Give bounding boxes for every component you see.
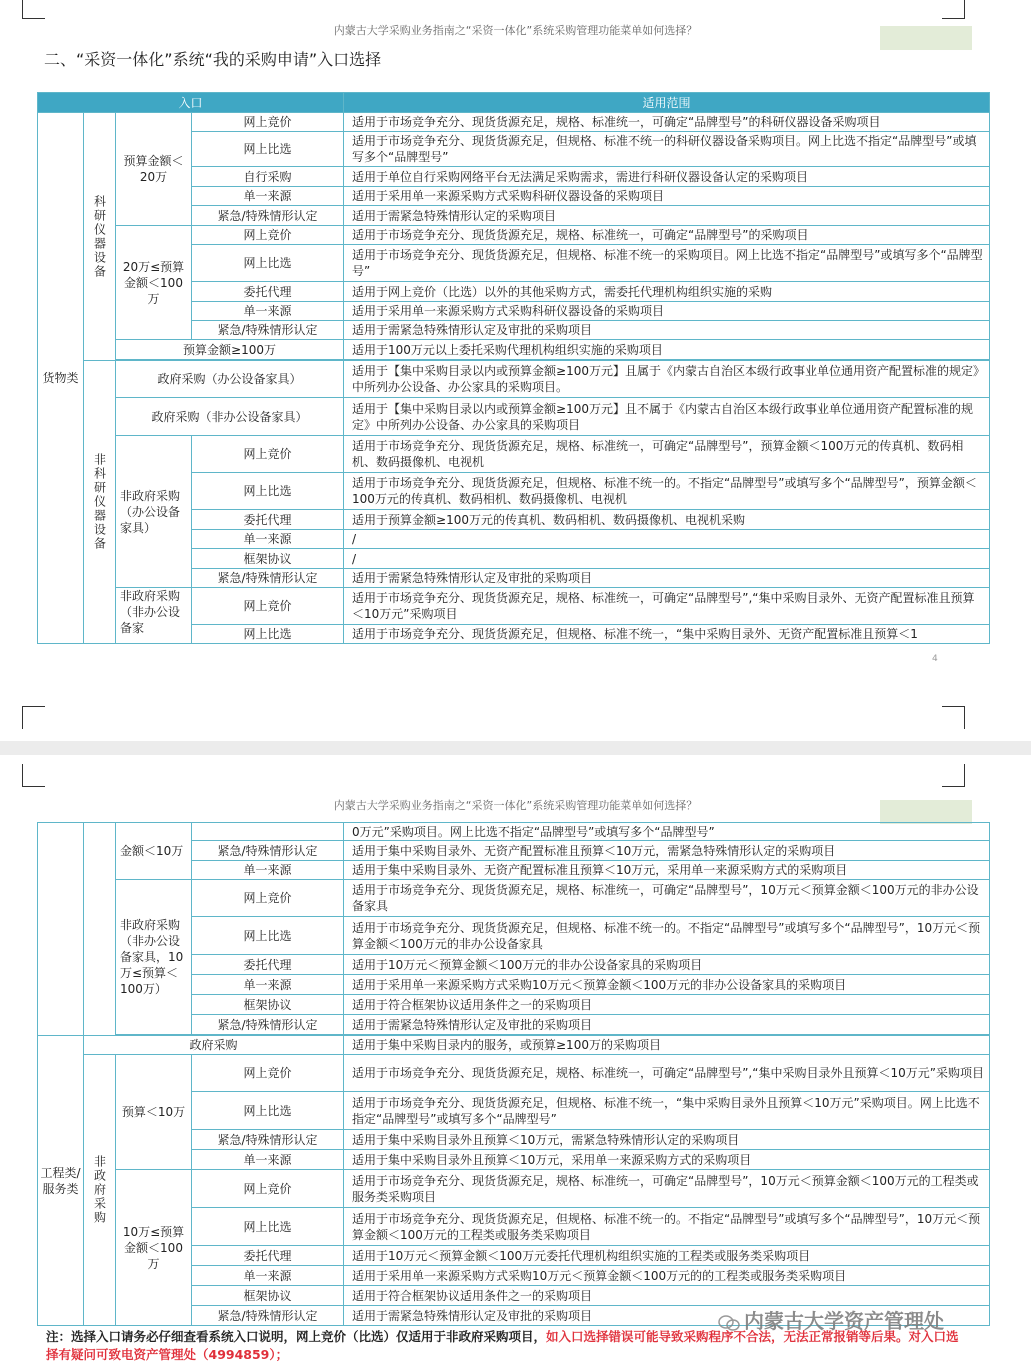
scope-text: 适用于市场竞争充分、现货货源充足，但规格、标准不统一的采购项目。网上比选不指定“品牌型号”或填写多个“品牌型号” — [344, 245, 990, 282]
crop-mark — [942, 764, 965, 787]
scope-text: 0万元”采购项目。网上比选不指定“品牌型号”或填写多个“品牌型号” — [344, 823, 990, 841]
method-single-source[interactable]: 单一来源 — [192, 1266, 344, 1286]
subcategory-scientific: 科研仪器设备 — [84, 113, 116, 361]
method-online-bidding[interactable]: 网上竞价 — [192, 1170, 344, 1208]
watermark-text: 内蒙古大学资产管理处 — [744, 1309, 944, 1333]
method-online-compare[interactable]: 网上比选 — [192, 132, 344, 167]
scope-text: 适用于10万元＜预算金额＜100万元的非办公设备家具的采购项目 — [344, 955, 990, 975]
scope-text: 适用于符合框架协议适用条件之一的采购项目 — [344, 995, 990, 1015]
scope-text: 适用于符合框架协议适用条件之一的采购项目 — [344, 1286, 990, 1306]
method-emergency[interactable]: 紧急/特殊情形认定 — [192, 1015, 344, 1035]
method-agency[interactable]: 委托代理 — [192, 282, 344, 302]
footnote-warning: 如入口选择错误可能导致采购程序不合法，无法正常报销等后果。对入口选择有疑问可致电资产管理处（4994859）； — [46, 1329, 959, 1362]
entry-table-page1 — [37, 92, 990, 644]
scope-text: 适用于采用单一来源采购方式采购10万元＜预算金额＜100万元的的工程类或服务类采购项目 — [344, 1266, 990, 1286]
method-online-bidding[interactable]: 网上竞价 — [192, 880, 344, 917]
scope-text: 适用于需紧急特殊情形认定及审批的采购项目 — [344, 321, 990, 340]
scope-text: 适用于集中采购目录外且预算＜10万元，采用单一来源采购方式的采购项目 — [344, 1150, 990, 1170]
method-single-source[interactable]: 单一来源 — [192, 861, 344, 880]
scope-text: 适用于市场竞争充分、现货货源充足，规格、标准统一，可确定“品牌型号”的采购项目 — [344, 226, 990, 245]
method-online-bidding[interactable]: 网上竞价 — [192, 588, 344, 625]
scope-text: 适用于市场竞争充分、现货货源充足，但规格、标准不统一的。不指定“品牌型号”或填写多个“品牌型号”，预算金额＜100万元的传真机、数码相机、数码摄像机、电视机 — [344, 473, 990, 510]
crop-mark — [942, 706, 965, 729]
budget-lt20: 预算金额＜20万 — [116, 113, 192, 226]
footnote — [46, 1328, 966, 1364]
method-online-compare[interactable]: 网上比选 — [192, 1208, 344, 1246]
method-single-source[interactable]: 单一来源 — [192, 302, 344, 321]
nongov-procurement: 非政府采购 — [84, 1055, 116, 1326]
crop-mark — [22, 764, 45, 787]
page-header: 内蒙古大学采购业务指南之“采资一体化”系统采购管理功能菜单如何选择？ — [333, 799, 698, 812]
method-single-source[interactable]: 单一来源 — [192, 1150, 344, 1170]
method-online-compare[interactable]: 网上比选 — [192, 1092, 344, 1130]
method-framework[interactable]: 框架协议 — [192, 549, 344, 569]
method-emergency[interactable]: 紧急/特殊情形认定 — [192, 569, 344, 588]
scope-text: / — [344, 530, 990, 549]
column-header-entry: 入口 — [38, 93, 344, 113]
scope-text: 适用于10万元＜预算金额＜100万元委托代理机构组织实施的工程类或服务类采购项目 — [344, 1246, 990, 1266]
amount-lt10: 金额＜10万 — [116, 823, 192, 880]
method-online-bidding[interactable]: 网上竞价 — [192, 436, 344, 473]
entry-table-page2 — [37, 822, 990, 1326]
scope-text: 适用于需紧急特殊情形认定及审批的采购项目 — [344, 1306, 990, 1326]
budget-lt10: 预算＜10万 — [116, 1055, 192, 1170]
scope-text: / — [344, 549, 990, 569]
method-emergency[interactable]: 紧急/特殊情形认定 — [192, 1130, 344, 1150]
method-online-compare[interactable]: 网上比选 — [192, 245, 344, 282]
category-works-services: 工程类/服务类 — [38, 1036, 84, 1326]
scope-text: 适用于市场竞争充分、现货货源充足，规格、标准统一，可确定“品牌型号”,“集中采购目录外且预算＜10万元”采购项目 — [344, 1055, 990, 1092]
scope-text: 适用于预算金额≥100万元的传真机、数码相机、数码摄像机、电视机采购 — [344, 510, 990, 530]
scope-text: 适用于集中采购目录内的服务，或预算≥100万的采购项目 — [344, 1036, 990, 1055]
category-goods-continued — [38, 823, 84, 1036]
category-goods: 货物类 — [38, 113, 84, 644]
scope-text: 适用于市场竞争充分、现货货源充足，但规格、标准不统一，“集中采购目录外、无资产配置标准且预算＜1 — [344, 625, 990, 644]
budget-gte100[interactable]: 预算金额≥100万 — [116, 340, 344, 360]
method-emergency[interactable]: 紧急/特殊情形认定 — [192, 1306, 344, 1326]
method-online-compare[interactable]: 网上比选 — [192, 917, 344, 955]
scope-text: 适用于采用单一来源采购方式采购科研仪器设备的采购项目 — [344, 187, 990, 206]
scope-text: 适用于需紧急特殊情形认定及审批的采购项目 — [344, 1015, 990, 1035]
scope-text: 适用于需紧急特殊情形认定及审批的采购项目 — [344, 569, 990, 588]
method-agency[interactable]: 委托代理 — [192, 955, 344, 975]
method-online-bidding[interactable]: 网上竞价 — [192, 1055, 344, 1092]
nongov-nonoffice-equipment: 非政府采购（非办公设备家 — [116, 588, 192, 644]
method-single-source[interactable]: 单一来源 — [192, 187, 344, 206]
scope-text: 适用于市场竞争充分、现货货源充足，但规格、标准不统一的。不指定“品牌型号”或填写多个“品牌型号”，10万元＜预算金额＜100万元的工程类或服务类采购项目 — [344, 1208, 990, 1246]
page-number: 4 — [932, 654, 938, 664]
scope-text: 适用于集中采购目录外且预算＜10万元，需紧急特殊情形认定的采购项目 — [344, 1130, 990, 1150]
scope-text: 适用于【集中采购目录以内或预算金额≥100万元】且不属于《内蒙古自治区本级行政事业单位通用资产配置标准的规定》中所列办公设备、办公家具的采购项目 — [344, 398, 990, 436]
scope-text: 适用于【集中采购目录以内或预算金额≥100万元】且属于《内蒙古自治区本级行政事业单位通用资产配置标准的规定》中所列办公设备、办公家具的采购项目。 — [344, 361, 990, 398]
gov-office-equipment[interactable]: 政府采购（办公设备家具） — [116, 361, 344, 398]
scope-text: 适用于100万元以上委托采购代理机构组织实施的采购项目 — [344, 340, 990, 360]
scope-text: 适用于市场竞争充分、现货货源充足，规格、标准统一，可确定“品牌型号”,“集中采购目录外、无资产配置标准且预算＜10万元”采购项目 — [344, 588, 990, 625]
method-self-procure[interactable]: 自行采购 — [192, 167, 344, 187]
scope-text: 适用于单位自行采购网络平台无法满足采购需求，需进行科研仪器设备认定的采购项目 — [344, 167, 990, 187]
scope-text: 适用于市场竞争充分、现货货源充足，规格、标准统一，可确定“品牌型号”的科研仪器设备采购项目 — [344, 113, 990, 132]
scope-text: 适用于市场竞争充分、现货货源充足，规格、标准统一，可确定“品牌型号”，10万元＜预算金额＜100万元的工程类或服务类采购项目 — [344, 1170, 990, 1208]
subcategory-nonscientific: 非科研仪器设备 — [84, 361, 116, 644]
scope-text: 适用于需紧急特殊情形认定的采购项目 — [344, 206, 990, 226]
scope-text: 适用于采用单一来源采购方式采购科研仪器设备的采购项目 — [344, 302, 990, 321]
nongov-nonoffice-10-100: 非政府采购（非办公设备家具，10万≤预算＜100万） — [116, 880, 192, 1035]
crop-mark — [22, 706, 45, 729]
scope-text: 适用于网上竞价（比选）以外的其他采购方式，需委托代理机构组织实施的采购 — [344, 282, 990, 302]
scope-text: 适用于市场竞争充分、现货货源充足，但规格、标准不统一的。不指定“品牌型号”或填写多个“品牌型号”，10万元＜预算金额＜100万元的非办公设备家具 — [344, 917, 990, 955]
method-continued — [192, 823, 344, 841]
crop-mark — [942, 0, 965, 19]
scope-text: 适用于集中采购目录外、无资产配置标准且预算＜10万元，需紧急特殊情形认定的采购项目 — [344, 841, 990, 861]
gov-nonoffice-equipment[interactable]: 政府采购（非办公设备家具） — [116, 398, 344, 436]
method-single-source[interactable]: 单一来源 — [192, 975, 344, 995]
page-divider — [0, 741, 1031, 755]
method-online-bidding[interactable]: 网上竞价 — [192, 113, 344, 132]
scope-text: 适用于市场竞争充分、现货货源充足，但规格、标准不统一的科研仪器设备采购项目。网上比选不指定“品牌型号”或填写多个“品牌型号” — [344, 132, 990, 167]
method-emergency[interactable]: 紧急/特殊情形认定 — [192, 841, 344, 861]
method-emergency[interactable]: 紧急/特殊情形认定 — [192, 321, 344, 340]
scope-text: 适用于集中采购目录外、无资产配置标准且预算＜10万元，采用单一来源采购方式的采购项目 — [344, 861, 990, 880]
method-framework[interactable]: 框架协议 — [192, 1286, 344, 1306]
method-single-source[interactable]: 单一来源 — [192, 530, 344, 549]
scope-text: 适用于市场竞争充分、现货货源充足，规格、标准统一，可确定“品牌型号”，预算金额＜100万元的传真机、数码相机、数码摄像机、电视机 — [344, 436, 990, 473]
column-header-scope: 适用范围 — [344, 93, 990, 113]
section-title: 二、“采资一体化”系统“我的采购申请”入口选择 — [44, 50, 382, 69]
method-online-compare[interactable]: 网上比选 — [192, 473, 344, 510]
method-emergency[interactable]: 紧急/特殊情形认定 — [192, 206, 344, 226]
method-online-bidding[interactable]: 网上竞价 — [192, 226, 344, 245]
scope-text: 适用于市场竞争充分、现货货源充足，规格、标准统一，可确定“品牌型号”，10万元＜预算金额＜100万元的非办公设备家具 — [344, 880, 990, 917]
method-agency[interactable]: 委托代理 — [192, 510, 344, 530]
budget-20-100: 20万≤预算金额＜100万 — [116, 226, 192, 340]
budget-10-100: 10万≤预算金额＜100万 — [116, 1170, 192, 1326]
nongov-office-equipment: 非政府采购（办公设备家具） — [116, 436, 192, 588]
gov-procurement[interactable]: 政府采购 — [84, 1036, 344, 1055]
page-header: 内蒙古大学采购业务指南之“采资一体化”系统采购管理功能菜单如何选择？ — [333, 24, 698, 37]
method-online-compare[interactable]: 网上比选 — [192, 625, 344, 644]
crop-mark — [22, 0, 45, 19]
subcategory-continued — [84, 823, 116, 1036]
scope-text: 适用于市场竞争充分、现货货源充足，但规格、标准不统一，“集中采购目录外且预算＜10万元”采购项目。网上比选不指定“品牌型号”或填写多个“品牌型号” — [344, 1092, 990, 1130]
method-agency[interactable]: 委托代理 — [192, 1246, 344, 1266]
scope-text: 适用于采用单一来源采购方式采购10万元＜预算金额＜100万元的非办公设备家具的采购项目 — [344, 975, 990, 995]
method-framework[interactable]: 框架协议 — [192, 995, 344, 1015]
footnote-text: 注：选择入口请务必仔细查看系统入口说明，网上竞价（比选）仅适用于非政府采购项目， — [46, 1329, 547, 1344]
